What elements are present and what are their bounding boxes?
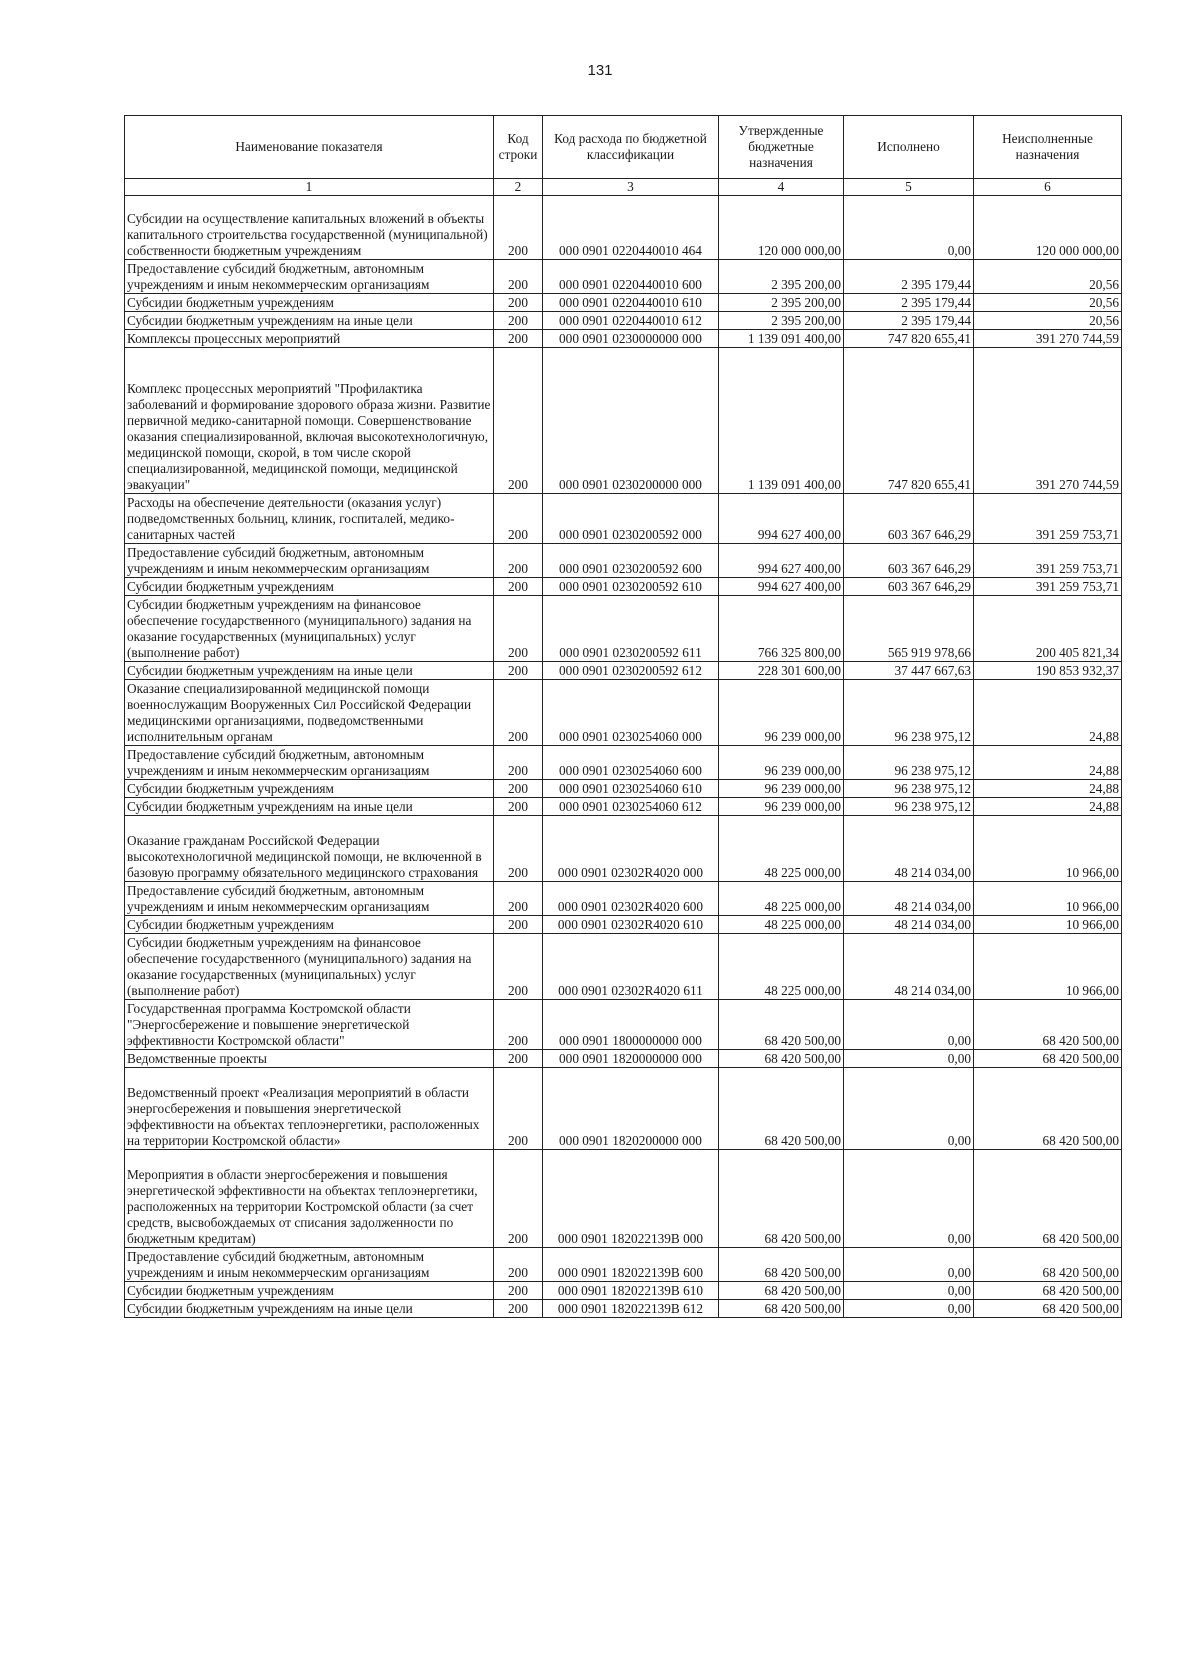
row-executed-cell: 37 447 667,63 bbox=[844, 662, 974, 680]
row-line-code-cell: 200 bbox=[494, 662, 543, 680]
header-number: 2 bbox=[494, 179, 543, 196]
row-line-code-cell: 200 bbox=[494, 578, 543, 596]
row-line-code-cell: 200 bbox=[494, 798, 543, 816]
row-budget-code-cell: 000 0901 1820000000 000 bbox=[543, 1050, 719, 1068]
row-line-code-cell: 200 bbox=[494, 680, 543, 746]
row-approved-cell: 2 395 200,00 bbox=[719, 294, 844, 312]
row-line-code-cell: 200 bbox=[494, 1300, 543, 1318]
row-budget-code-cell: 000 0901 0230200000 000 bbox=[543, 348, 719, 494]
row-unexecuted-cell: 68 420 500,00 bbox=[974, 1000, 1122, 1050]
row-name-cell: Субсидии бюджетным учреждениям на иные цели bbox=[125, 1300, 494, 1318]
row-budget-code-cell: 000 0901 0220440010 610 bbox=[543, 294, 719, 312]
header-budget-code: Код расхода по бюджетной классификации bbox=[543, 116, 719, 179]
table-row bbox=[125, 1150, 1122, 1248]
row-line-code-cell: 200 bbox=[494, 196, 543, 260]
row-line-code-cell: 200 bbox=[494, 260, 543, 294]
row-approved-cell: 68 420 500,00 bbox=[719, 1150, 844, 1248]
row-name-cell: Комплекс процессных мероприятий "Профилактика заболеваний и формирование здорового образа жизни. Развитие первичной медико-санитарной помощи. Совершенствование оказания специализированной, включая высокотехнологичную, медицинской помощи, скорой, в том числе скорой специализированной, медицинской помощи, медицинской эвакуации" bbox=[125, 348, 494, 494]
header-name: Наименование показателя bbox=[125, 116, 494, 179]
row-budget-code-cell: 000 0901 0230200592 000 bbox=[543, 494, 719, 544]
table-row bbox=[125, 196, 1122, 260]
table-row bbox=[125, 934, 1122, 1000]
row-budget-code-cell: 000 0901 0230200592 610 bbox=[543, 578, 719, 596]
row-unexecuted-cell: 68 420 500,00 bbox=[974, 1248, 1122, 1282]
row-approved-cell: 96 239 000,00 bbox=[719, 798, 844, 816]
row-executed-cell: 0,00 bbox=[844, 1050, 974, 1068]
row-name-cell: Мероприятия в области энергосбережения и повышения энергетической эффективности на объектах теплоэнергетики, расположенных на территории Костромской области (за счет средств, высвобождаемых от списания задолженности по бюджетным кредитам) bbox=[125, 1150, 494, 1248]
row-executed-cell: 2 395 179,44 bbox=[844, 312, 974, 330]
row-name-cell: Субсидии бюджетным учреждениям на иные цели bbox=[125, 662, 494, 680]
row-unexecuted-cell: 20,56 bbox=[974, 260, 1122, 294]
row-approved-cell: 120 000 000,00 bbox=[719, 196, 844, 260]
row-executed-cell: 0,00 bbox=[844, 1000, 974, 1050]
row-executed-cell: 48 214 034,00 bbox=[844, 882, 974, 916]
row-budget-code-cell: 000 0901 0230254060 612 bbox=[543, 798, 719, 816]
header-number: 3 bbox=[543, 179, 719, 196]
row-budget-code-cell: 000 0901 0230200592 611 bbox=[543, 596, 719, 662]
row-unexecuted-cell: 10 966,00 bbox=[974, 934, 1122, 1000]
row-executed-cell: 603 367 646,29 bbox=[844, 578, 974, 596]
row-unexecuted-cell: 68 420 500,00 bbox=[974, 1300, 1122, 1318]
table-row bbox=[125, 294, 1122, 312]
row-budget-code-cell: 000 0901 182022139В 612 bbox=[543, 1300, 719, 1318]
row-budget-code-cell: 000 0901 182022139В 610 bbox=[543, 1282, 719, 1300]
row-line-code-cell: 200 bbox=[494, 1050, 543, 1068]
row-name-cell: Субсидии бюджетным учреждениям bbox=[125, 1282, 494, 1300]
row-executed-cell: 0,00 bbox=[844, 1248, 974, 1282]
row-approved-cell: 48 225 000,00 bbox=[719, 934, 844, 1000]
row-approved-cell: 68 420 500,00 bbox=[719, 1000, 844, 1050]
row-name-cell: Субсидии бюджетным учреждениям на финансовое обеспечение государственного (муниципального) задания на оказание государственных (муниципальных) услуг (выполнение работ) bbox=[125, 934, 494, 1000]
table-row bbox=[125, 916, 1122, 934]
table-row bbox=[125, 494, 1122, 544]
row-approved-cell: 2 395 200,00 bbox=[719, 260, 844, 294]
table-row bbox=[125, 780, 1122, 798]
table-row bbox=[125, 1300, 1122, 1318]
row-name-cell: Оказание специализированной медицинской помощи военнослужащим Вооруженных Сил Российской Федерации медицинскими организациями, подведомственными исполнительным органам bbox=[125, 680, 494, 746]
row-budget-code-cell: 000 0901 02302R4020 000 bbox=[543, 816, 719, 882]
table-row bbox=[125, 816, 1122, 882]
row-name-cell: Субсидии бюджетным учреждениям bbox=[125, 294, 494, 312]
row-line-code-cell: 200 bbox=[494, 348, 543, 494]
row-budget-code-cell: 000 0901 0230000000 000 bbox=[543, 330, 719, 348]
row-approved-cell: 228 301 600,00 bbox=[719, 662, 844, 680]
row-unexecuted-cell: 68 420 500,00 bbox=[974, 1150, 1122, 1248]
row-approved-cell: 68 420 500,00 bbox=[719, 1068, 844, 1150]
row-line-code-cell: 200 bbox=[494, 916, 543, 934]
header-executed: Исполнено bbox=[844, 116, 974, 179]
row-line-code-cell: 200 bbox=[494, 312, 543, 330]
header-number: 5 bbox=[844, 179, 974, 196]
row-budget-code-cell: 000 0901 182022139В 000 bbox=[543, 1150, 719, 1248]
row-line-code-cell: 200 bbox=[494, 330, 543, 348]
row-executed-cell: 0,00 bbox=[844, 1300, 974, 1318]
row-approved-cell: 96 239 000,00 bbox=[719, 746, 844, 780]
table-row bbox=[125, 1000, 1122, 1050]
table-row bbox=[125, 1282, 1122, 1300]
row-executed-cell: 0,00 bbox=[844, 1068, 974, 1150]
row-executed-cell: 2 395 179,44 bbox=[844, 294, 974, 312]
row-unexecuted-cell: 20,56 bbox=[974, 312, 1122, 330]
row-approved-cell: 68 420 500,00 bbox=[719, 1282, 844, 1300]
row-unexecuted-cell: 10 966,00 bbox=[974, 882, 1122, 916]
table-row bbox=[125, 662, 1122, 680]
row-name-cell: Комплексы процессных мероприятий bbox=[125, 330, 494, 348]
header-row bbox=[125, 116, 1122, 179]
row-unexecuted-cell: 10 966,00 bbox=[974, 916, 1122, 934]
row-name-cell: Субсидии бюджетным учреждениям bbox=[125, 578, 494, 596]
row-executed-cell: 96 238 975,12 bbox=[844, 746, 974, 780]
table-row bbox=[125, 882, 1122, 916]
row-approved-cell: 1 139 091 400,00 bbox=[719, 348, 844, 494]
row-budget-code-cell: 000 0901 1800000000 000 bbox=[543, 1000, 719, 1050]
row-executed-cell: 96 238 975,12 bbox=[844, 680, 974, 746]
row-line-code-cell: 200 bbox=[494, 1068, 543, 1150]
row-approved-cell: 994 627 400,00 bbox=[719, 578, 844, 596]
row-budget-code-cell: 000 0901 1820200000 000 bbox=[543, 1068, 719, 1150]
table-row bbox=[125, 348, 1122, 494]
row-executed-cell: 2 395 179,44 bbox=[844, 260, 974, 294]
row-budget-code-cell: 000 0901 02302R4020 611 bbox=[543, 934, 719, 1000]
row-unexecuted-cell: 391 259 753,71 bbox=[974, 544, 1122, 578]
row-line-code-cell: 200 bbox=[494, 1150, 543, 1248]
table-row bbox=[125, 746, 1122, 780]
row-line-code-cell: 200 bbox=[494, 596, 543, 662]
row-name-cell: Предоставление субсидий бюджетным, автономным учреждениям и иным некоммерческим организациям bbox=[125, 1248, 494, 1282]
header-unexecuted: Неисполненные назначения bbox=[974, 116, 1122, 179]
row-approved-cell: 994 627 400,00 bbox=[719, 544, 844, 578]
row-name-cell: Субсидии на осуществление капитальных вложений в объекты капитального строительства государственной (муниципальной) собственности бюджетным учреждениям bbox=[125, 196, 494, 260]
header-approved: Утвержденные бюджетные назначения bbox=[719, 116, 844, 179]
row-unexecuted-cell: 68 420 500,00 bbox=[974, 1068, 1122, 1150]
row-approved-cell: 68 420 500,00 bbox=[719, 1300, 844, 1318]
row-executed-cell: 96 238 975,12 bbox=[844, 798, 974, 816]
row-name-cell: Субсидии бюджетным учреждениям на иные цели bbox=[125, 312, 494, 330]
budget-execution-table bbox=[124, 115, 1122, 1318]
row-unexecuted-cell: 20,56 bbox=[974, 294, 1122, 312]
row-unexecuted-cell: 190 853 932,37 bbox=[974, 662, 1122, 680]
row-unexecuted-cell: 24,88 bbox=[974, 780, 1122, 798]
row-line-code-cell: 200 bbox=[494, 1248, 543, 1282]
row-executed-cell: 96 238 975,12 bbox=[844, 780, 974, 798]
row-executed-cell: 0,00 bbox=[844, 196, 974, 260]
row-name-cell: Предоставление субсидий бюджетным, автономным учреждениям и иным некоммерческим организациям bbox=[125, 882, 494, 916]
header-number: 4 bbox=[719, 179, 844, 196]
table-row bbox=[125, 798, 1122, 816]
table-row bbox=[125, 544, 1122, 578]
row-unexecuted-cell: 68 420 500,00 bbox=[974, 1050, 1122, 1068]
row-unexecuted-cell: 200 405 821,34 bbox=[974, 596, 1122, 662]
row-unexecuted-cell: 68 420 500,00 bbox=[974, 1282, 1122, 1300]
table-row bbox=[125, 312, 1122, 330]
row-budget-code-cell: 000 0901 0230254060 610 bbox=[543, 780, 719, 798]
row-budget-code-cell: 000 0901 0220440010 600 bbox=[543, 260, 719, 294]
row-approved-cell: 96 239 000,00 bbox=[719, 680, 844, 746]
row-executed-cell: 0,00 bbox=[844, 1282, 974, 1300]
row-name-cell: Субсидии бюджетным учреждениям bbox=[125, 916, 494, 934]
row-unexecuted-cell: 391 270 744,59 bbox=[974, 330, 1122, 348]
row-executed-cell: 565 919 978,66 bbox=[844, 596, 974, 662]
row-executed-cell: 603 367 646,29 bbox=[844, 544, 974, 578]
row-executed-cell: 747 820 655,41 bbox=[844, 348, 974, 494]
row-name-cell: Ведомственный проект «Реализация мероприятий в области энергосбережения и повышения энергетической эффективности на объектах теплоэнергетики, расположенных на территории Костромской области» bbox=[125, 1068, 494, 1150]
row-budget-code-cell: 000 0901 02302R4020 610 bbox=[543, 916, 719, 934]
row-name-cell: Предоставление субсидий бюджетным, автономным учреждениям и иным некоммерческим организациям bbox=[125, 544, 494, 578]
row-name-cell: Оказание гражданам Российской Федерации высокотехнологичной медицинской помощи, не включенной в базовую программу обязательного медицинского страхования bbox=[125, 816, 494, 882]
row-line-code-cell: 200 bbox=[494, 746, 543, 780]
row-approved-cell: 68 420 500,00 bbox=[719, 1050, 844, 1068]
row-line-code-cell: 200 bbox=[494, 1000, 543, 1050]
row-name-cell: Предоставление субсидий бюджетным, автономным учреждениям и иным некоммерческим организациям bbox=[125, 260, 494, 294]
row-executed-cell: 747 820 655,41 bbox=[844, 330, 974, 348]
row-unexecuted-cell: 120 000 000,00 bbox=[974, 196, 1122, 260]
row-line-code-cell: 200 bbox=[494, 780, 543, 798]
table-body bbox=[125, 196, 1122, 1318]
row-budget-code-cell: 000 0901 0230254060 600 bbox=[543, 746, 719, 780]
row-line-code-cell: 200 bbox=[494, 934, 543, 1000]
table-row bbox=[125, 680, 1122, 746]
row-name-cell: Расходы на обеспечение деятельности (оказания услуг) подведомственных больниц, клиник, госпиталей, медико-санитарных частей bbox=[125, 494, 494, 544]
row-unexecuted-cell: 24,88 bbox=[974, 680, 1122, 746]
row-executed-cell: 603 367 646,29 bbox=[844, 494, 974, 544]
row-budget-code-cell: 000 0901 182022139В 600 bbox=[543, 1248, 719, 1282]
row-approved-cell: 96 239 000,00 bbox=[719, 780, 844, 798]
row-budget-code-cell: 000 0901 0220440010 464 bbox=[543, 196, 719, 260]
row-approved-cell: 1 139 091 400,00 bbox=[719, 330, 844, 348]
table-row bbox=[125, 596, 1122, 662]
row-executed-cell: 48 214 034,00 bbox=[844, 816, 974, 882]
table-row bbox=[125, 1248, 1122, 1282]
row-line-code-cell: 200 bbox=[494, 882, 543, 916]
table-row bbox=[125, 260, 1122, 294]
row-line-code-cell: 200 bbox=[494, 294, 543, 312]
row-name-cell: Субсидии бюджетным учреждениям bbox=[125, 780, 494, 798]
row-name-cell: Ведомственные проекты bbox=[125, 1050, 494, 1068]
row-unexecuted-cell: 24,88 bbox=[974, 746, 1122, 780]
row-approved-cell: 68 420 500,00 bbox=[719, 1248, 844, 1282]
row-name-cell: Предоставление субсидий бюджетным, автономным учреждениям и иным некоммерческим организациям bbox=[125, 746, 494, 780]
row-approved-cell: 2 395 200,00 bbox=[719, 312, 844, 330]
row-name-cell: Субсидии бюджетным учреждениям на иные цели bbox=[125, 798, 494, 816]
row-unexecuted-cell: 391 259 753,71 bbox=[974, 494, 1122, 544]
row-budget-code-cell: 000 0901 0230200592 600 bbox=[543, 544, 719, 578]
table-row bbox=[125, 1068, 1122, 1150]
row-approved-cell: 48 225 000,00 bbox=[719, 916, 844, 934]
table-row bbox=[125, 1050, 1122, 1068]
row-budget-code-cell: 000 0901 02302R4020 600 bbox=[543, 882, 719, 916]
page-number: 131 bbox=[587, 62, 613, 79]
header-number: 1 bbox=[125, 179, 494, 196]
row-executed-cell: 48 214 034,00 bbox=[844, 934, 974, 1000]
row-line-code-cell: 200 bbox=[494, 494, 543, 544]
row-executed-cell: 0,00 bbox=[844, 1150, 974, 1248]
row-name-cell: Государственная программа Костромской области "Энергосбережение и повышение энергетической эффективности Костромской области" bbox=[125, 1000, 494, 1050]
row-budget-code-cell: 000 0901 0230200592 612 bbox=[543, 662, 719, 680]
table-row bbox=[125, 578, 1122, 596]
row-unexecuted-cell: 24,88 bbox=[974, 798, 1122, 816]
row-unexecuted-cell: 10 966,00 bbox=[974, 816, 1122, 882]
row-approved-cell: 48 225 000,00 bbox=[719, 816, 844, 882]
row-approved-cell: 48 225 000,00 bbox=[719, 882, 844, 916]
header-number: 6 bbox=[974, 179, 1122, 196]
header-number-row bbox=[125, 179, 1122, 196]
row-name-cell: Субсидии бюджетным учреждениям на финансовое обеспечение государственного (муниципального) задания на оказание государственных (муниципальных) услуг (выполнение работ) bbox=[125, 596, 494, 662]
row-line-code-cell: 200 bbox=[494, 816, 543, 882]
row-budget-code-cell: 000 0901 0220440010 612 bbox=[543, 312, 719, 330]
row-unexecuted-cell: 391 270 744,59 bbox=[974, 348, 1122, 494]
header-line-code: Код строки bbox=[494, 116, 543, 179]
row-unexecuted-cell: 391 259 753,71 bbox=[974, 578, 1122, 596]
table-row bbox=[125, 330, 1122, 348]
row-line-code-cell: 200 bbox=[494, 1282, 543, 1300]
row-approved-cell: 766 325 800,00 bbox=[719, 596, 844, 662]
row-budget-code-cell: 000 0901 0230254060 000 bbox=[543, 680, 719, 746]
row-approved-cell: 994 627 400,00 bbox=[719, 494, 844, 544]
row-executed-cell: 48 214 034,00 bbox=[844, 916, 974, 934]
row-line-code-cell: 200 bbox=[494, 544, 543, 578]
